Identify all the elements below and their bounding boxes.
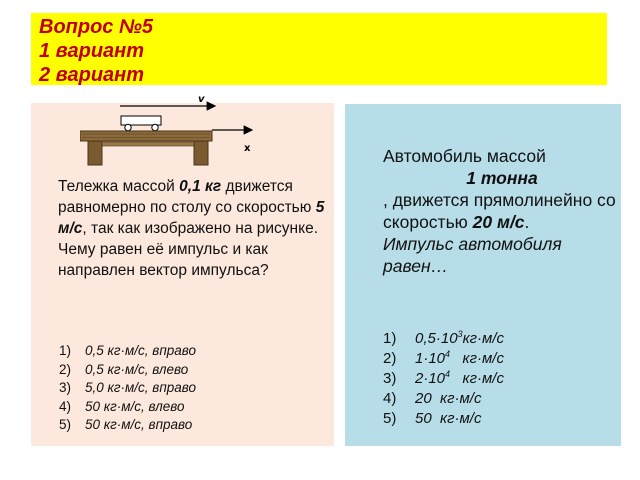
variant-1-label: 1 вариант [39, 40, 145, 62]
car-mass: 1 тонна [466, 168, 538, 188]
table-top [80, 131, 212, 141]
list-item: 1) $0,5\cdot 10^3кг\cdot м/с$ [383, 329, 504, 347]
table-leg-left [88, 141, 102, 165]
list-item: 4) 20 кг·м/с [383, 390, 482, 407]
header-banner [31, 13, 607, 85]
variant-2-question: Автомобиль массой 1 тонна , движется прямолинейно со скоростью 20 м/с. Импульс автомобиля равен… [383, 145, 621, 277]
variant-2-options [383, 329, 613, 429]
car-speed: 20 м/с [472, 212, 525, 232]
cart-wheel-right [152, 124, 158, 130]
cart-on-table-figure [80, 90, 260, 170]
list-item: 1) 0,5 кг·м/с, вправо [59, 343, 197, 358]
cart-speed: 5 м/с [58, 199, 325, 237]
list-item: 2) 0,5 кг·м/с, влево [59, 361, 189, 377]
velocity-label: v [198, 94, 205, 105]
list-item: 3) 5,0 кг·м/с, вправо [59, 380, 197, 395]
variant-1-options [59, 342, 319, 435]
list-item: 4) 50 кг·м/с, влево [59, 398, 185, 414]
list-item: 2) $1\cdot 10^4$ кг·м/с [383, 349, 504, 367]
cart-body [121, 116, 161, 125]
list-item: 5) 50 кг·м/с, вправо [59, 417, 193, 432]
list-item: 3) $2\cdot 10^4$ кг·м/с [383, 369, 504, 387]
cart-wheel-left [125, 124, 131, 130]
momentum-prompt: Импульс автомобиля равен… [383, 234, 562, 276]
x-axis-label: x [244, 143, 251, 154]
question-title: Вопрос №5 [39, 16, 154, 38]
variant-2-label: 2 вариант [39, 64, 145, 86]
variant-1-question: Тележка массой 0,1 кг движется равномерно по столу со скоростью 5 м/с, так как изображено на рисунке. Чему равен её импульс и как направлен вектор импульса? [58, 178, 325, 279]
cart-mass: 0,1 кг [179, 178, 222, 195]
table-leg-right [194, 141, 208, 165]
list-item: 5) 50 кг·м/с [383, 410, 482, 427]
